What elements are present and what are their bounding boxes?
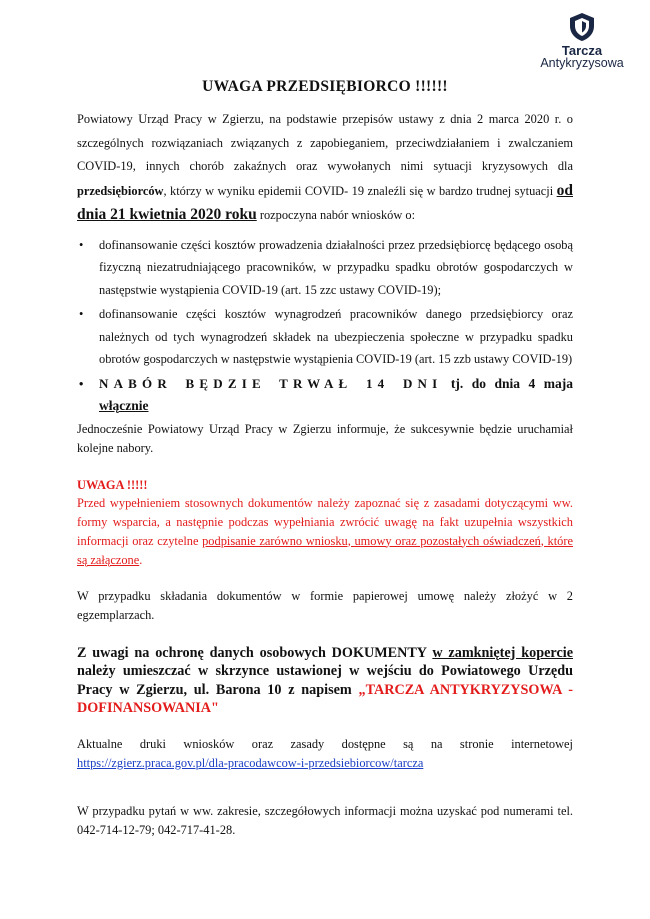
delivery-label: „TARCZA ANTYKRYZYSOWA - DOFINANSOWANIA"	[77, 681, 574, 716]
delivery-text-1: Z uwagi na ochronę danych osobowych DOKUMENTY	[77, 644, 433, 661]
logo-title: Tarcza	[561, 43, 603, 58]
warning-heading: UWAGA !!!!!	[77, 477, 148, 492]
warning-end: .	[139, 552, 143, 567]
forms-paragraph	[77, 735, 573, 773]
intro-paragraph	[77, 108, 573, 228]
tarcza-logo	[536, 12, 628, 70]
list-item-nabor	[99, 373, 573, 418]
intro-text-2: , którzy w wyniku epidemii COVID- 19 znaleźli się w bardzo trudnej sytuacji	[163, 183, 557, 198]
intro-text-3: rozpoczyna nabór wniosków o:	[256, 208, 416, 222]
page-title: UWAGA PRZEDSIĘBIORCO !!!!!!	[202, 78, 448, 95]
intro-bold: przedsiębiorców	[77, 183, 164, 198]
shield-icon	[567, 12, 597, 42]
document-body	[77, 108, 573, 840]
nabor-rest: tj. do dnia 4 maja	[442, 375, 573, 391]
paper-paragraph: W przypadku składania dokumentów w formie papierowej umowę należy złożyć w 2 egzemplarzach.	[77, 588, 573, 622]
info-paragraph: Jednocześnie Powiatowy Urząd Pracy w Zgierzu informuje, że sukcesywnie będzie uruchamiał kolejne nabory.	[77, 421, 573, 455]
forms-text: Aktualne druki wniosków oraz zasady dostępne są na stronie internetowej	[77, 736, 573, 751]
list-item: • dofinansowanie części kosztów prowadzenia działalności przez przedsiębiorcę będącego osobą fizyczną niezatrudniającego pracowników, w przypadku spadku obrotów gospodarczych w następstwie wystąpienia COVID-19 (art. 15 zzc ustawy COVID-19);	[99, 234, 573, 302]
list-item: • dofinansowanie części kosztów wynagrodzeń pracowników danego przedsiębiorcy oraz należnych od tych wynagrodzeń składek na ubezpieczenia społeczne w przypadku spadku obrotów gospodarczych w następstwie wystąpienia COVID-19 (art. 15 zzb ustawy COVID-19)	[99, 303, 573, 371]
intro-text-1: Powiatowy Urząd Pracy w Zgierzu, na podstawie przepisów ustawy z dnia 2 marca 2020 r. o szczególnych rozwiązaniach związanych z zapobieganiem, przeciwdziałaniem i zwalczaniem COVID-19, innych chorób zakaźnych oraz wywołanych nimi sytuacji kryzysowych dla	[77, 112, 573, 173]
contact-paragraph: W przypadku pytań w ww. zakresie, szczegółowych informacji można uzyskać pod numerami tel. 042-714-12-79; 042-717-41-28.	[77, 803, 573, 837]
warning-underlined: podpisanie zarówno wniosku, umowy oraz pozostałych oświadczeń, które są załączone	[77, 533, 573, 567]
warning-text: Przed wypełnieniem stosownych dokumentów należy zapoznać się z zasadami dotyczącymi ww. formy wsparcia, a następnie podczas wypełniania zwrócić uwagę na fakt uzupełnia wszystkich informacji oraz czytelne	[77, 495, 573, 548]
warning-paragraph	[77, 494, 573, 570]
nabor-underlined: włącznie	[99, 398, 149, 413]
delivery-text-2: należy umieszczać w skrzynce ustawionej w wejściu do Powiatowego Urzędu Pracy w Zgierzu, ul. Barona 10 z napisem	[77, 663, 573, 698]
delivery-paragraph	[77, 644, 573, 718]
nabor-spaced: NABÓR BĘDZIE TRWAŁ 14 DNI	[99, 375, 443, 391]
logo-subtitle: Antykryzysowa	[540, 56, 624, 70]
application-list	[77, 234, 573, 418]
delivery-underlined: w zamkniętej kopercie	[432, 644, 573, 661]
start-date: od dnia 21 kwietnia 2020 roku	[77, 181, 573, 223]
forms-link[interactable]: https://zgierz.praca.gov.pl/dla-pracodawcow-i-przedsiebiorcow/tarcza	[77, 755, 424, 770]
